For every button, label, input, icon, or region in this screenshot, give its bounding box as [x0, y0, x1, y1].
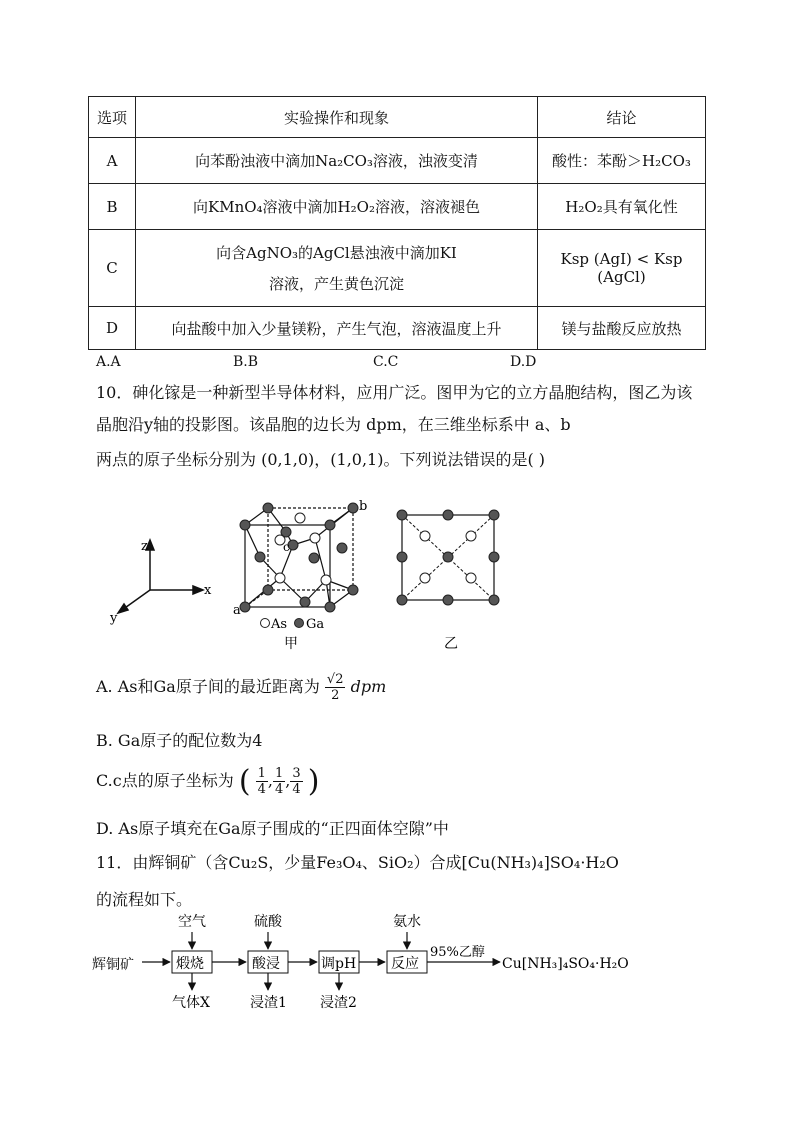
legend-as: As — [271, 617, 288, 632]
caption-left: 甲 — [284, 636, 298, 652]
option-c-frac2 — [273, 766, 285, 797]
option-c-paren-open: ( — [238, 764, 251, 799]
header-operation: 实验操作和现象 — [136, 97, 538, 138]
projection-view — [397, 510, 499, 605]
option-a-num: √2 — [326, 672, 344, 687]
option-a-den: 2 — [331, 688, 340, 703]
arrow-label-ethanol: 95%乙醇 — [430, 945, 485, 960]
q11-line1: 11．由辉铜矿（含Cu₂S，少量Fe₃O₄、SiO₂）合成[Cu(NH₃)₄]SO₄·H₂O — [96, 853, 619, 872]
frac3-den: 4 — [292, 782, 301, 797]
choice-c[interactable]: C.C — [373, 354, 399, 370]
row-option: C — [89, 230, 136, 307]
output-residue-1: 浸渣1 — [250, 995, 287, 1011]
point-label-b: b — [359, 499, 368, 514]
comma: , — [267, 771, 274, 790]
choice-a[interactable]: A.A — [96, 354, 121, 370]
q10-option-c[interactable] — [96, 764, 319, 799]
table-row — [89, 138, 706, 184]
flow-chart — [90, 910, 630, 1015]
axis-label-y: y — [110, 611, 118, 626]
options-table — [88, 96, 706, 350]
step-calcine: 煅烧 — [176, 956, 204, 972]
axis-label-x: x — [204, 583, 212, 598]
option-c-frac1 — [256, 766, 268, 797]
q10-line1: 10．砷化镓是一种新型半导体材料，应用广泛。图甲为它的立方晶胞结构，图乙为该 — [96, 383, 693, 402]
frac1-den: 4 — [257, 782, 266, 797]
crystal-figure — [100, 490, 500, 660]
legend-ga: Ga — [306, 617, 325, 632]
row-operation-line2: 溶液，产生黄色沉淀 — [268, 275, 404, 293]
q11-line2: 的流程如下。 — [96, 890, 193, 909]
step-react: 反应 — [391, 956, 419, 972]
choice-b[interactable]: B.B — [233, 354, 259, 370]
row-operation-line1: 向含AgNO₃的AgCl悬浊液中滴加KI — [216, 244, 457, 262]
step-adjust-ph: 调pH — [321, 956, 357, 972]
q10-option-d[interactable]: D. As原子填充在Ga原子围成的“正四面体空隙”中 — [96, 819, 449, 838]
legend-as-marker — [261, 619, 270, 628]
row-conclusion: H₂O₂具有氧化性 — [538, 184, 706, 230]
row-operation: 向盐酸中加入少量镁粉，产生气泡，溶液温度上升 — [136, 307, 538, 350]
option-c-frac3 — [290, 766, 302, 797]
row-option: D — [89, 307, 136, 350]
table-header-row — [89, 97, 706, 138]
frac1-num: 1 — [257, 766, 266, 781]
row-option: A — [89, 138, 136, 184]
header-option: 选项 — [89, 97, 136, 138]
output-gas-x: 气体X — [172, 995, 210, 1011]
input-air: 空气 — [178, 914, 206, 930]
axis-label-z: z — [141, 539, 148, 554]
flow-start: 辉铜矿 — [92, 957, 134, 973]
legend-ga-marker — [295, 619, 304, 628]
option-a-text: A. As和Ga原子间的最近距离为 — [96, 677, 320, 696]
row-operation — [136, 230, 538, 307]
header-conclusion: 结论 — [538, 97, 706, 138]
axes — [118, 540, 203, 613]
frac2-num: 1 — [275, 766, 284, 781]
option-c-text: C.c点的原子坐标为 — [96, 771, 234, 790]
option-a-unit: dpm — [350, 677, 387, 696]
point-label-c: c — [283, 540, 290, 554]
q10-option-b[interactable]: B. Ga原子的配位数为4 — [96, 731, 263, 750]
output-residue-2: 浸渣2 — [320, 995, 357, 1011]
step-acid-leach: 酸浸 — [252, 956, 280, 972]
row-operation: 向KMnO₄溶液中滴加H₂O₂溶液，溶液褪色 — [136, 184, 538, 230]
frac3-num: 3 — [292, 766, 301, 781]
caption-right: 乙 — [444, 636, 458, 652]
option-a-fraction — [325, 672, 346, 703]
row-conclusion: 酸性：苯酚＞H₂CO₃ — [538, 138, 706, 184]
row-conclusion: Ksp (AgI) < Ksp (AgCl) — [538, 230, 706, 307]
choice-d[interactable]: D.D — [510, 354, 537, 370]
frac2-den: 4 — [275, 782, 284, 797]
table-row — [89, 230, 706, 307]
q10-option-a[interactable] — [96, 672, 386, 703]
table-row — [89, 184, 706, 230]
row-conclusion: 镁与盐酸反应放热 — [538, 307, 706, 350]
flow-product: Cu[NH₃]₄SO₄·H₂O — [502, 956, 629, 972]
comma: , — [285, 771, 291, 790]
input-sulfuric-acid: 硫酸 — [254, 914, 282, 930]
point-label-a: a — [233, 603, 241, 618]
q10-line2: 晶胞沿y轴的投影图。该晶胞的边长为 dpm，在三维坐标系中 a、b — [96, 415, 571, 434]
input-ammonia: 氨水 — [393, 914, 421, 930]
option-c-paren-close: ) — [307, 764, 320, 799]
q10-line3: 两点的原子坐标分别为 (0,1,0)，(1,0,1)。下列说法错误的是( ) — [96, 450, 546, 469]
table-row — [89, 307, 706, 350]
row-operation: 向苯酚浊液中滴加Na₂CO₃溶液，浊液变清 — [136, 138, 538, 184]
row-option: B — [89, 184, 136, 230]
